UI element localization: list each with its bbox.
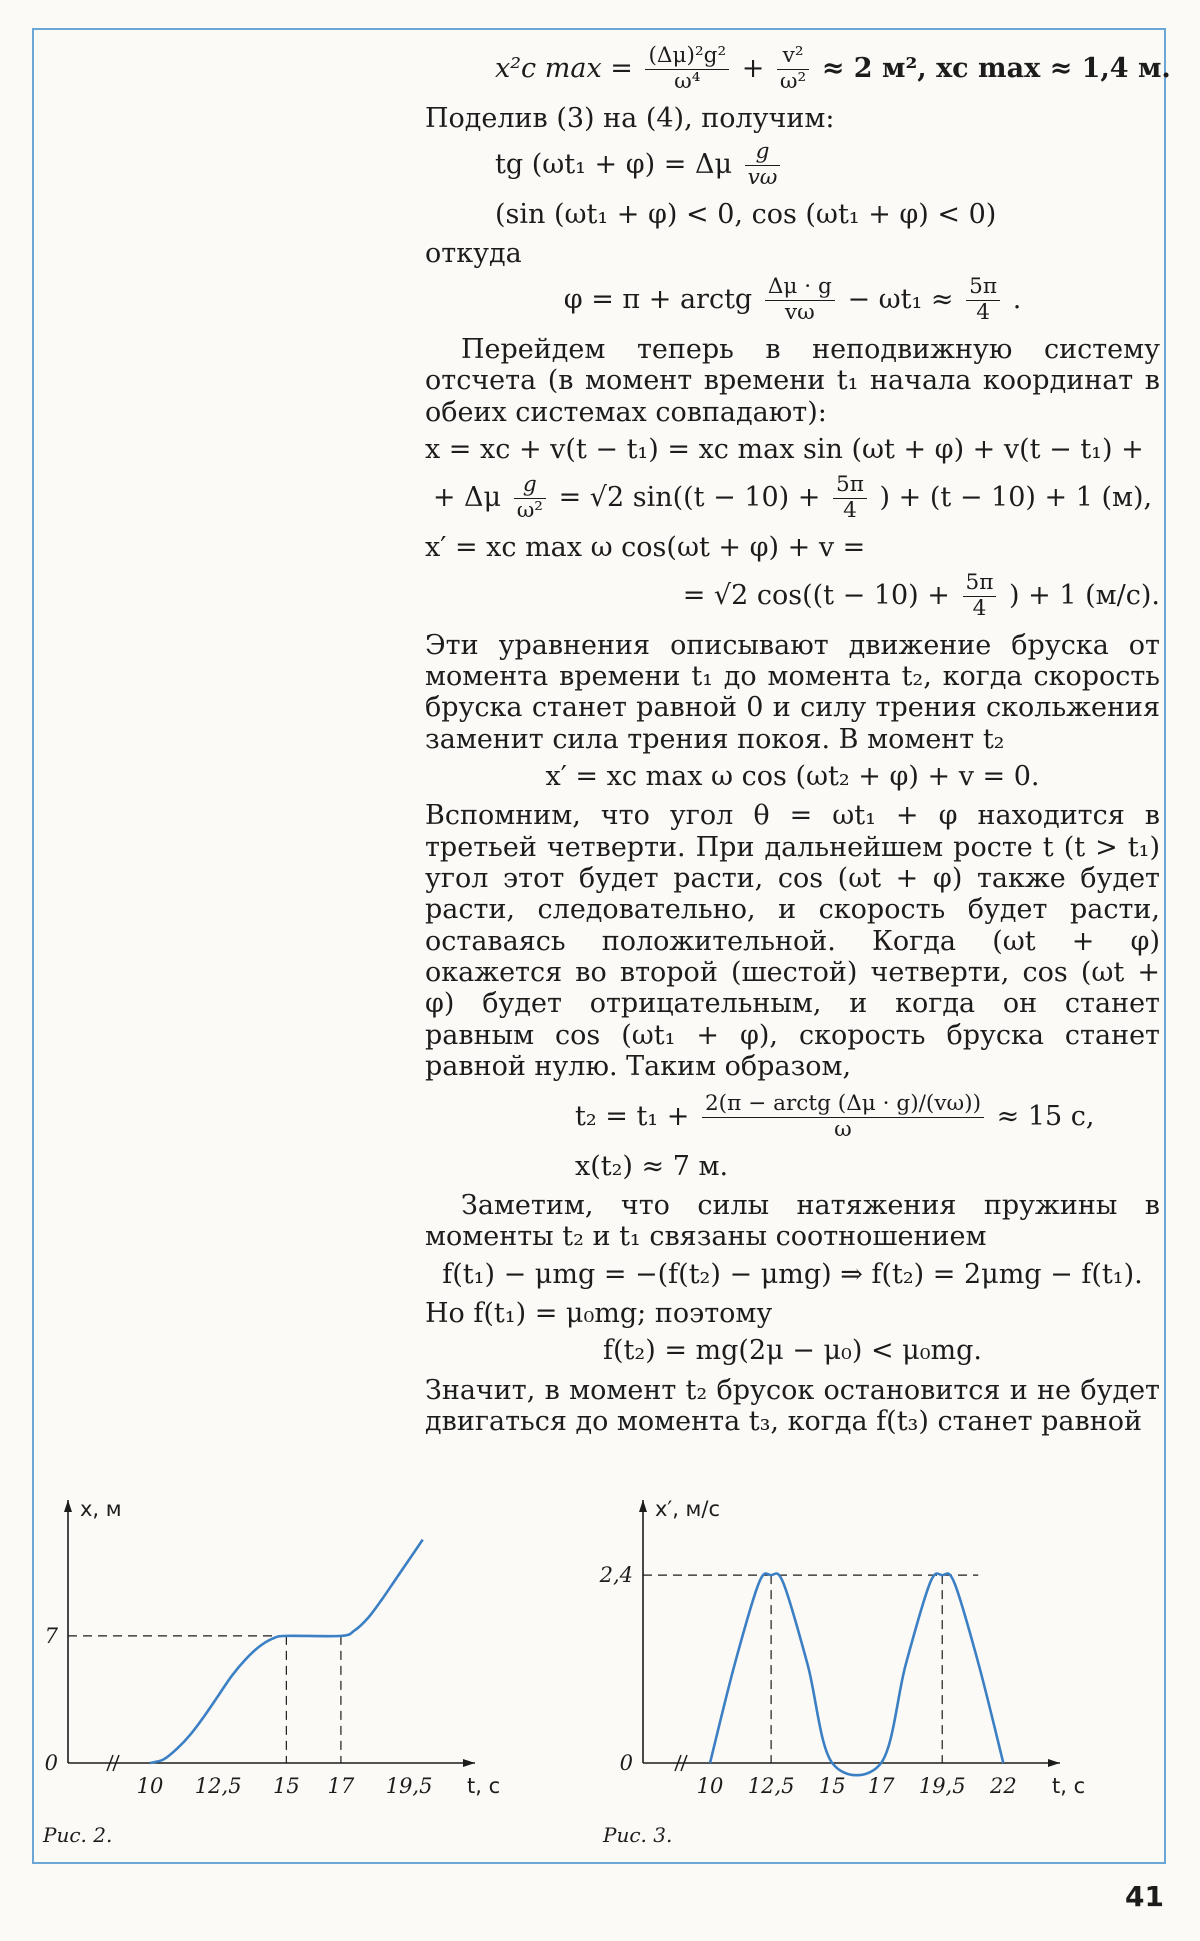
figure-2-guides	[68, 1636, 341, 1763]
x-tick-label: 19,5	[385, 1774, 433, 1798]
paragraph-motion: Эти уравнения описывают движение бруска от момента времени t₁ до момента t₂, когда скорость бруска станет равной 0 и силу трения скольжения заменит сила трения покоя. В момент t₂	[425, 629, 1160, 755]
equation-x-prime: x′ = xc max ω cos(ωt + φ) + v =	[425, 531, 866, 563]
equation-x: x = xc + v(t − t₁) = xc max sin (ωt + φ) + v(t − t₁) +	[425, 433, 1144, 465]
paragraph-divide: Поделив (3) на (4), получим:	[425, 102, 835, 134]
equation-tg: tg (ωt₁ + φ) = Δμ $\frac{g}{v\omega}$	[425, 140, 1160, 191]
equation-x-t2: x(t₂) ≈ 7 м.	[575, 1150, 729, 1182]
equation-x-cont: + Δμ $\frac{g}{\text{ω²}}$ = √2 sin((t − 10) + $\frac{5\pi}{4}$ ) + (t − 10) + 1 (м),	[432, 472, 1153, 523]
paragraph-whence: откуда	[425, 237, 522, 269]
y-tick-label: 7	[44, 1623, 58, 1648]
equation-x-prime-t2: x′ = xc max ω cos (ωt₂ + φ) + v = 0.	[545, 761, 1040, 793]
paragraph-angle: Вспомним, что угол θ = ωt₁ + φ находится в третьей четверти. При дальнейшем росте t (t > t₁) угол этот будет расти, cos (ωt + φ) также будет расти, следовательно, и скорость будет расти, оставаясь положительной. Когда (ωt + φ) окажется во второй (шестой) четверти, cos (ωt + φ) будет отрицательным, и когда он станет равным cos (ωt₁ + φ), скорость бруска станет равной нулю. Таким образом,	[425, 800, 1160, 1082]
x-tick-label: 22	[989, 1774, 1017, 1798]
figure-2-labels	[42, 1497, 500, 1847]
x-axis-label: t, c	[467, 1774, 501, 1798]
y-tick-label: 0	[44, 1751, 58, 1775]
x-tick-label: 12,5	[194, 1774, 242, 1798]
figure-3-chart	[595, 1490, 1170, 1860]
paragraph-but: Но f(t₁) = μ₀mg; поэтому	[425, 1298, 773, 1330]
x-axis-arrow	[1048, 1759, 1060, 1767]
x-axis-arrow	[463, 1759, 475, 1767]
x-tick-label: 17	[327, 1774, 355, 1798]
x-tick-label: 15	[272, 1774, 300, 1798]
x-tick-label: 19,5	[918, 1774, 966, 1798]
figure-3-guides	[643, 1575, 978, 1763]
x-tick-label: 10	[696, 1774, 724, 1798]
equation-x-prime-cont: = √2 cos((t − 10) + $\frac{5\pi}{4}$ ) + 1 (м/с).	[682, 570, 1160, 621]
page-number: 41	[1125, 1880, 1164, 1913]
y-tick-label: 2,4	[599, 1563, 633, 1588]
figure-caption: Рис. 3.	[603, 1823, 673, 1847]
equation-t2: t₂ = t₁ + $\frac{\text{2(π − arctg (Δμ · g)/(vω))}}{\omega}$ ≈ 15 с,	[575, 1091, 1095, 1142]
equation-f-t2: f(t₂) = mg(2μ − μ₀) < μ₀mg.	[603, 1335, 982, 1367]
figure-caption: Рис. 2.	[43, 1823, 113, 1847]
y-axis-label: x, м	[80, 1497, 122, 1521]
figure-3-series	[710, 1573, 1003, 1775]
y-tick-label: 0	[619, 1751, 633, 1775]
x-tick-label: 15	[818, 1774, 846, 1798]
y-axis-label: x′, м/с	[655, 1497, 721, 1521]
equation-phi: φ = π + arctg $\frac{\Delta\mu \cdot g}{v\omega}$ − ωt₁ ≈ $\frac{5\pi}{4}$ .	[563, 274, 1022, 326]
equation-forces: f(t₁) − μmg = −(f(t₂) − μmg) ⇒ f(t₂) = 2μmg − f(t₁).	[442, 1258, 1143, 1290]
figure-3-axes	[639, 1500, 1060, 1771]
paragraph-spring: Заметим, что силы натяжения пружины в моменты t₂ и t₁ связаны соотношением	[425, 1190, 1160, 1253]
figure-2-chart	[35, 1490, 605, 1860]
x-tick-label: 10	[136, 1774, 164, 1798]
series-line	[710, 1573, 1003, 1775]
paragraph-frame: Перейдем теперь в неподвижную систему отсчета (в момент времени t₁ начала координат в обеих системах совпадают):	[425, 333, 1160, 428]
figure-3-labels	[599, 1497, 1086, 1847]
equation-xc-max: x²c max = $\frac{\text{(Δμ)²g²}}{\text{ω⁴}}$ + $\frac{\text{v²}}{\text{ω²}}$ ≈ 2 м², xc max ≈ 1,4 м.	[495, 43, 1171, 94]
x-axis-label: t, c	[1052, 1774, 1086, 1798]
x-tick-label: 12,5	[747, 1774, 795, 1798]
x-tick-label: 17	[867, 1774, 895, 1798]
paragraph-stop: Значит, в момент t₂ брусок остановится и не будет двигаться до момента t₃, когда f(t₃) станет равной	[425, 1374, 1160, 1437]
y-axis-arrow	[639, 1500, 647, 1512]
text-column	[425, 40, 1171, 1443]
y-axis-arrow	[64, 1500, 72, 1512]
equation-sin-cos: (sin (ωt₁ + φ) < 0, cos (ωt₁ + φ) < 0)	[495, 198, 997, 230]
